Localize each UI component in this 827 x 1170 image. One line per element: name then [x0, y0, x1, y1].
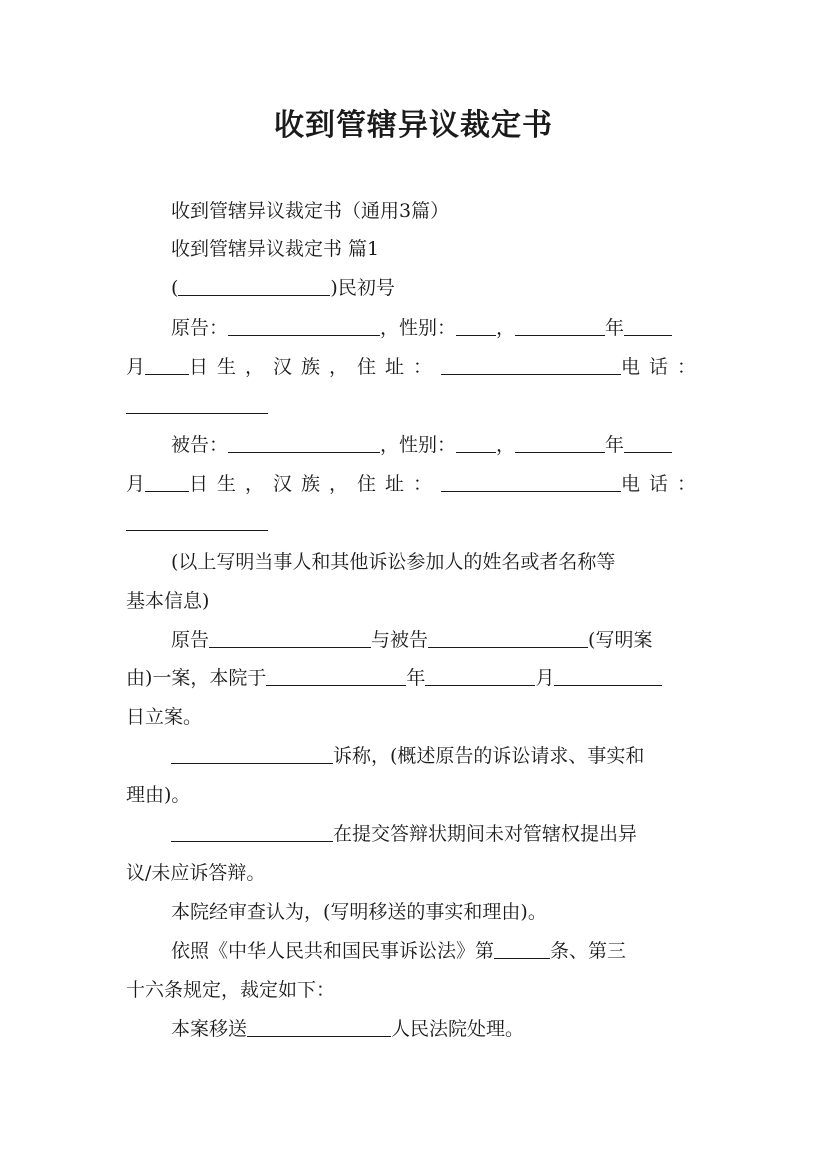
case-month-label: 月 — [535, 667, 555, 689]
claims-line-1 — [126, 740, 747, 772]
plaintiff-line-2 — [126, 351, 706, 383]
plaintiff-year-label: 年 — [605, 317, 625, 339]
case-year-blank[interactable] — [266, 665, 406, 686]
defendant-line-2 — [126, 468, 706, 500]
plaintiff-day-blank[interactable] — [145, 354, 189, 375]
defendant-born-text: 日生，汉族，住址： — [189, 473, 442, 495]
defendant-year-blank[interactable] — [515, 432, 605, 453]
case-plaintiff-blank[interactable] — [209, 627, 371, 648]
objection-line-1 — [126, 818, 747, 850]
ruling-text-a: 本案移送 — [171, 1018, 248, 1040]
case-month-blank[interactable] — [425, 665, 535, 686]
document-title: 收到管辖异议裁定书 — [274, 108, 553, 143]
case-day-blank[interactable] — [554, 665, 662, 686]
basis-text-a: 依照《中华人民共和国民事诉讼法》第 — [171, 940, 495, 962]
defendant-gender-blank[interactable] — [456, 432, 496, 453]
basis-line-1 — [126, 935, 747, 967]
defendant-line-3 — [126, 507, 702, 539]
ruling-court-blank[interactable] — [247, 1016, 391, 1037]
case-defendant-label: 与被告 — [371, 629, 429, 651]
claims-text: 诉称，(概述原告的诉讼请求、事实和 — [333, 745, 645, 767]
case-number-blank[interactable] — [178, 275, 330, 296]
defendant-day-blank[interactable] — [145, 471, 189, 492]
ruling-line — [126, 1013, 747, 1045]
plaintiff-comma: ， — [496, 317, 516, 339]
case-para-line-3: 日立案。 — [126, 706, 203, 728]
plaintiff-phone-blank[interactable] — [126, 393, 268, 414]
claims-party-blank[interactable] — [171, 743, 333, 764]
plaintiff-gender-label: ，性别： — [380, 317, 457, 339]
defendant-address-blank[interactable] — [441, 471, 621, 492]
plaintiff-born-text: 日生，汉族，住址： — [189, 356, 442, 378]
basis-text-b: 条、第三 — [550, 940, 627, 962]
plaintiff-label: 原告： — [171, 317, 229, 339]
case-cause-text: (写明案 — [588, 629, 653, 651]
objection-text: 在提交答辩状期间未对管辖权提出异 — [333, 823, 638, 845]
case-filed-text: 由)一案，本院于 — [126, 667, 267, 689]
objection-line-2: 议/未应诉答辩。 — [126, 862, 266, 884]
plaintiff-month-blank[interactable] — [624, 315, 672, 336]
case-number-open: ( — [171, 277, 179, 299]
case-defendant-blank[interactable] — [428, 627, 588, 648]
defendant-year-label: 年 — [605, 434, 625, 456]
defendant-label: 被告： — [171, 434, 229, 456]
plaintiff-line — [126, 312, 747, 344]
section-heading: 收到管辖异议裁定书 篇1 — [171, 238, 380, 260]
defendant-comma: ， — [496, 434, 516, 456]
subtitle: 收到管辖异议裁定书（通用3篇） — [171, 200, 450, 222]
plaintiff-month-label: 月 — [126, 356, 146, 378]
plaintiff-address-blank[interactable] — [441, 354, 621, 375]
review-line: 本院经审查认为，(写明移送的事实和理由)。 — [171, 901, 547, 923]
case-number-line — [126, 272, 747, 304]
defendant-phone-blank[interactable] — [126, 510, 268, 531]
note-line-1: (以上写明当事人和其他诉讼参加人的姓名或者名称等 — [171, 551, 616, 573]
case-plaintiff-label: 原告 — [171, 629, 210, 651]
defendant-line — [126, 429, 747, 461]
defendant-month-label: 月 — [126, 473, 146, 495]
case-para-line-1 — [126, 624, 747, 656]
ruling-text-b: 人民法院处理。 — [391, 1018, 525, 1040]
defendant-name-blank[interactable] — [228, 432, 380, 453]
note-line-2: 基本信息) — [126, 590, 210, 612]
defendant-phone-label: 电话： — [621, 473, 706, 495]
claims-line-2: 理由)。 — [126, 784, 191, 806]
case-number-suffix: )民初号 — [330, 277, 395, 299]
objection-party-blank[interactable] — [171, 821, 333, 842]
defendant-gender-label: ，性别： — [380, 434, 457, 456]
case-para-line-2 — [126, 662, 702, 694]
basis-article-blank[interactable] — [494, 938, 550, 959]
basis-line-2: 十六条规定，裁定如下： — [126, 979, 336, 1001]
defendant-month-blank[interactable] — [624, 432, 672, 453]
plaintiff-name-blank[interactable] — [228, 315, 380, 336]
plaintiff-year-blank[interactable] — [515, 315, 605, 336]
plaintiff-gender-blank[interactable] — [456, 315, 496, 336]
plaintiff-phone-label: 电话： — [621, 356, 706, 378]
case-year-label: 年 — [406, 667, 426, 689]
plaintiff-line-3 — [126, 390, 702, 422]
